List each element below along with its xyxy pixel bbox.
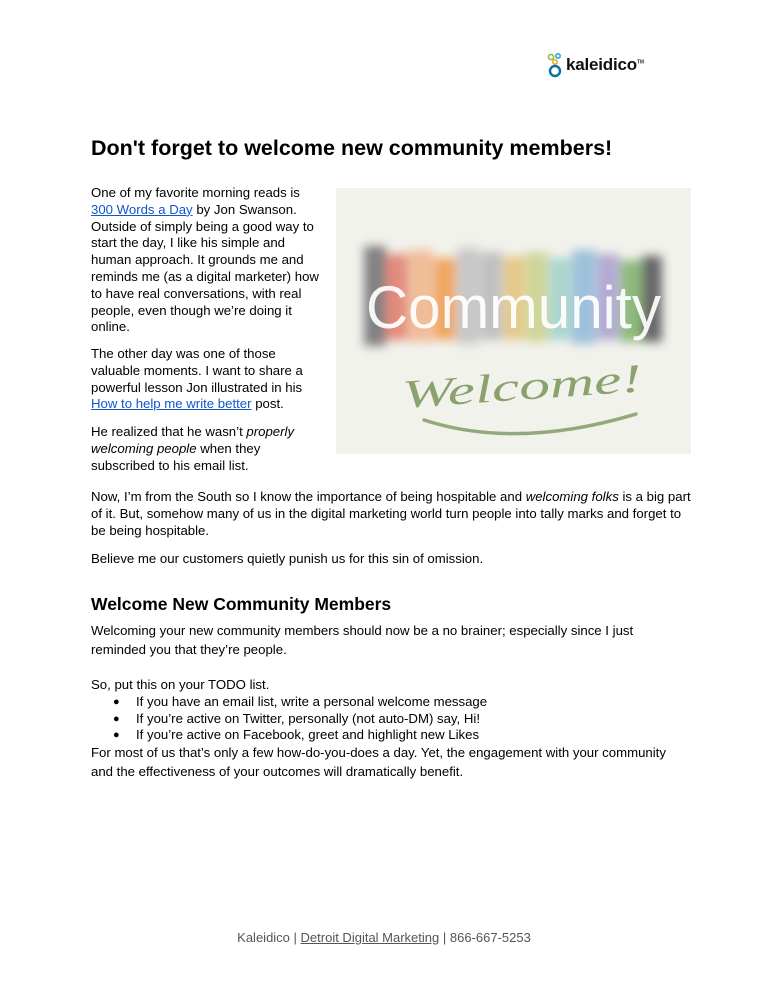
bullet-icon: ●	[113, 712, 120, 725]
footer-phone: 866-667-5253	[449, 930, 531, 945]
page-title: Don't forget to welcome new community members!	[91, 136, 613, 160]
section-intro: Welcoming your new community members should now be a no brainer; especially since I just reminded you that they’re people.	[91, 623, 634, 657]
omission-paragraph: Believe me our customers quietly punish us for this sin of omission.	[91, 551, 484, 566]
realization-paragraph: He realized that he wasn’t properly welcoming people when they subscribed to his email list.	[91, 424, 295, 473]
community-word: Community	[366, 274, 661, 341]
closing-paragraph: For most of us that’s only a few how-do-you-does a day. Yet, the engagement with your community and the effectiveness of your outcomes will dramatically benefit.	[91, 745, 666, 779]
todo-intro: So, put this on your TODO list.	[91, 677, 270, 692]
lesson-paragraph: The other day was one of those valuable moments. I want to share a powerful lesson Jon illustrated in his How to help me write better post.	[91, 346, 303, 412]
300-words-a-day-link[interactable]: 300 Words a Day	[91, 201, 193, 217]
bullet-icon: ●	[113, 729, 120, 742]
todo-list	[113, 694, 487, 744]
intro-paragraph: One of my favorite morning reads is 300 Words a Day by Jon Swanson. Outside of simply being a good way to start the day, I like his simple and human approach. It grounds me and reminds me (as a digital marketer) how to have real conversations, with real people, even though we’re doing it online.	[91, 185, 319, 335]
list-item: ● If you have an email list, write a personal welcome message	[113, 694, 488, 709]
kaleidico-logo-icon	[546, 52, 564, 78]
list-item: ● If you’re active on Facebook, greet and highlight new Likes	[113, 727, 480, 743]
section-heading: Welcome New Community Members	[91, 594, 392, 614]
community-welcome-image	[336, 188, 691, 454]
kaleidico-logo	[546, 52, 644, 78]
south-hospitality-paragraph: Now, I’m from the South so I know the importance of being hospitable and welcoming folks is a big part of it. But, somehow many of us in the digital marketing world turn people into tally marks and forget to be being hospitable.	[91, 489, 691, 538]
welcome-word: Welcome!	[400, 361, 560, 417]
footer-company: Kaleidico	[237, 930, 290, 945]
how-to-help-me-write-better-link[interactable]: How to help me write better	[91, 396, 252, 412]
list-item: ● If you’re active on Twitter, personally (not auto-DM) say, Hi!	[113, 710, 480, 726]
page-footer: Kaleidico | Detroit Digital Marketing | 866-667-5253	[237, 930, 531, 945]
detroit-digital-marketing-link[interactable]: Detroit Digital Marketing	[300, 930, 440, 945]
logo-wordmark: kaleidico™	[566, 55, 644, 74]
bullet-icon: ●	[113, 696, 120, 708]
